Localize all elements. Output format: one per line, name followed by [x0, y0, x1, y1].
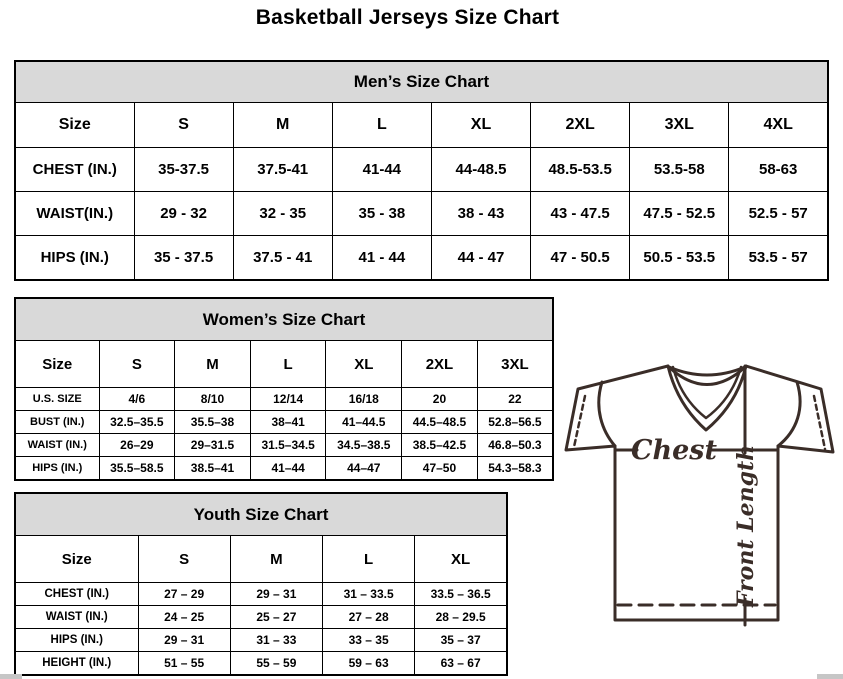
- men-row-label: WAIST(IN.): [15, 192, 134, 236]
- women-cell-value: 47–50: [402, 457, 478, 481]
- men-cell-value: 44-48.5: [431, 148, 530, 192]
- women-title-row: [15, 298, 553, 341]
- page-edge-fragment-left: [0, 674, 22, 679]
- page-edge-fragment-right: [817, 674, 843, 679]
- jersey-measurement-diagram: [558, 353, 841, 658]
- men-column-header: 4XL: [729, 103, 828, 148]
- women-cell-value: 38.5–41: [175, 457, 251, 481]
- men-cell-value: 32 - 35: [233, 192, 332, 236]
- youth-row-label: HIPS (IN.): [15, 629, 138, 652]
- youth-header-row: [15, 536, 507, 583]
- men-cell-value: 41-44: [332, 148, 431, 192]
- men-cell-value: 35 - 37.5: [134, 236, 233, 281]
- men-cell-value: 53.5 - 57: [729, 236, 828, 281]
- men-cell-value: 38 - 43: [431, 192, 530, 236]
- youth-cell-value: 28 – 29.5: [415, 606, 507, 629]
- men-table-row: [15, 192, 828, 236]
- youth-row-label: HEIGHT (IN.): [15, 652, 138, 676]
- right-armhole-seam: [778, 382, 800, 446]
- youth-cell-value: 35 – 37: [415, 629, 507, 652]
- men-column-header: Size: [15, 103, 134, 148]
- men-column-header: M: [233, 103, 332, 148]
- women-cell-value: 8/10: [175, 388, 251, 411]
- women-column-header: S: [99, 341, 175, 388]
- men-column-header: 2XL: [531, 103, 630, 148]
- women-column-header: 2XL: [402, 341, 478, 388]
- women-column-header: XL: [326, 341, 402, 388]
- youth-column-header: Size: [15, 536, 138, 583]
- women-table-row: [15, 457, 553, 481]
- women-cell-value: 46.8–50.3: [477, 434, 553, 457]
- women-cell-value: 44–47: [326, 457, 402, 481]
- women-cell-value: 35.5–38: [175, 411, 251, 434]
- women-table-row: [15, 388, 553, 411]
- women-cell-value: 4/6: [99, 388, 175, 411]
- men-table-row: [15, 236, 828, 281]
- youth-chart-title: Youth Size Chart: [15, 493, 507, 536]
- women-cell-value: 16/18: [326, 388, 402, 411]
- women-row-label: HIPS (IN.): [15, 457, 99, 481]
- men-header-row: [15, 103, 828, 148]
- women-cell-value: 38–41: [250, 411, 326, 434]
- womens-size-chart-table: [14, 297, 554, 481]
- youth-cell-value: 29 – 31: [138, 629, 230, 652]
- men-cell-value: 29 - 32: [134, 192, 233, 236]
- men-cell-value: 47 - 50.5: [531, 236, 630, 281]
- men-cell-value: 41 - 44: [332, 236, 431, 281]
- women-cell-value: 44.5–48.5: [402, 411, 478, 434]
- youth-row-label: WAIST (IN.): [15, 606, 138, 629]
- women-row-label: WAIST (IN.): [15, 434, 99, 457]
- women-cell-value: 52.8–56.5: [477, 411, 553, 434]
- women-table-row: [15, 434, 553, 457]
- men-cell-value: 37.5-41: [233, 148, 332, 192]
- youth-table-row: [15, 583, 507, 606]
- women-header-row: [15, 341, 553, 388]
- women-cell-value: 26–29: [99, 434, 175, 457]
- women-cell-value: 54.3–58.3: [477, 457, 553, 481]
- youth-cell-value: 24 – 25: [138, 606, 230, 629]
- youth-cell-value: 25 – 27: [230, 606, 322, 629]
- youth-cell-value: 63 – 67: [415, 652, 507, 676]
- women-cell-value: 32.5–35.5: [99, 411, 175, 434]
- chest-label: Chest: [631, 435, 717, 466]
- men-cell-value: 43 - 47.5: [531, 192, 630, 236]
- youth-cell-value: 55 – 59: [230, 652, 322, 676]
- women-column-header: Size: [15, 341, 99, 388]
- youth-cell-value: 59 – 63: [323, 652, 415, 676]
- women-cell-value: 35.5–58.5: [99, 457, 175, 481]
- women-column-header: L: [250, 341, 326, 388]
- men-row-label: HIPS (IN.): [15, 236, 134, 281]
- youth-table-row: [15, 606, 507, 629]
- men-column-header: L: [332, 103, 431, 148]
- youth-column-header: S: [138, 536, 230, 583]
- men-column-header: S: [134, 103, 233, 148]
- youth-table-row: [15, 629, 507, 652]
- men-cell-value: 37.5 - 41: [233, 236, 332, 281]
- jersey-diagram-svg: [558, 353, 841, 658]
- women-column-header: M: [175, 341, 251, 388]
- women-column-header: 3XL: [477, 341, 553, 388]
- men-cell-value: 50.5 - 53.5: [630, 236, 729, 281]
- page-title: Basketball Jerseys Size Chart: [255, 6, 560, 29]
- women-cell-value: 41–44: [250, 457, 326, 481]
- collar-top-arc: [669, 367, 745, 375]
- women-cell-value: 41–44.5: [326, 411, 402, 434]
- youth-cell-value: 27 – 28: [323, 606, 415, 629]
- women-row-label: U.S. SIZE: [15, 388, 99, 411]
- men-cell-value: 53.5-58: [630, 148, 729, 192]
- youth-column-header: L: [323, 536, 415, 583]
- men-cell-value: 58-63: [729, 148, 828, 192]
- youth-size-chart-table: [14, 492, 508, 676]
- women-cell-value: 31.5–34.5: [250, 434, 326, 457]
- youth-table-row: [15, 652, 507, 676]
- youth-cell-value: 33.5 – 36.5: [415, 583, 507, 606]
- youth-cell-value: 51 – 55: [138, 652, 230, 676]
- men-column-header: XL: [431, 103, 530, 148]
- men-row-label: CHEST (IN.): [15, 148, 134, 192]
- youth-cell-value: 27 – 29: [138, 583, 230, 606]
- men-cell-value: 35-37.5: [134, 148, 233, 192]
- men-cell-value: 48.5-53.5: [531, 148, 630, 192]
- men-title-row: [15, 61, 828, 103]
- jersey-outline: [566, 366, 833, 620]
- youth-title-row: [15, 493, 507, 536]
- women-chart-title: Women’s Size Chart: [15, 298, 553, 341]
- youth-cell-value: 31 – 33.5: [323, 583, 415, 606]
- youth-column-header: M: [230, 536, 322, 583]
- men-column-header: 3XL: [630, 103, 729, 148]
- men-cell-value: 52.5 - 57: [729, 192, 828, 236]
- youth-cell-value: 33 – 35: [323, 629, 415, 652]
- youth-column-header: XL: [415, 536, 507, 583]
- front-length-label: Front Length: [733, 444, 759, 608]
- men-table-row: [15, 148, 828, 192]
- women-cell-value: 38.5–42.5: [402, 434, 478, 457]
- men-cell-value: 44 - 47: [431, 236, 530, 281]
- men-chart-title: Men’s Size Chart: [15, 61, 828, 103]
- women-table-row: [15, 411, 553, 434]
- women-cell-value: 34.5–38.5: [326, 434, 402, 457]
- youth-cell-value: 31 – 33: [230, 629, 322, 652]
- women-cell-value: 12/14: [250, 388, 326, 411]
- women-cell-value: 29–31.5: [175, 434, 251, 457]
- men-cell-value: 35 - 38: [332, 192, 431, 236]
- youth-cell-value: 29 – 31: [230, 583, 322, 606]
- mens-size-chart-table: [14, 60, 829, 281]
- youth-row-label: CHEST (IN.): [15, 583, 138, 606]
- men-cell-value: 47.5 - 52.5: [630, 192, 729, 236]
- women-cell-value: 22: [477, 388, 553, 411]
- women-row-label: BUST (IN.): [15, 411, 99, 434]
- left-armhole-seam: [599, 382, 615, 446]
- women-cell-value: 20: [402, 388, 478, 411]
